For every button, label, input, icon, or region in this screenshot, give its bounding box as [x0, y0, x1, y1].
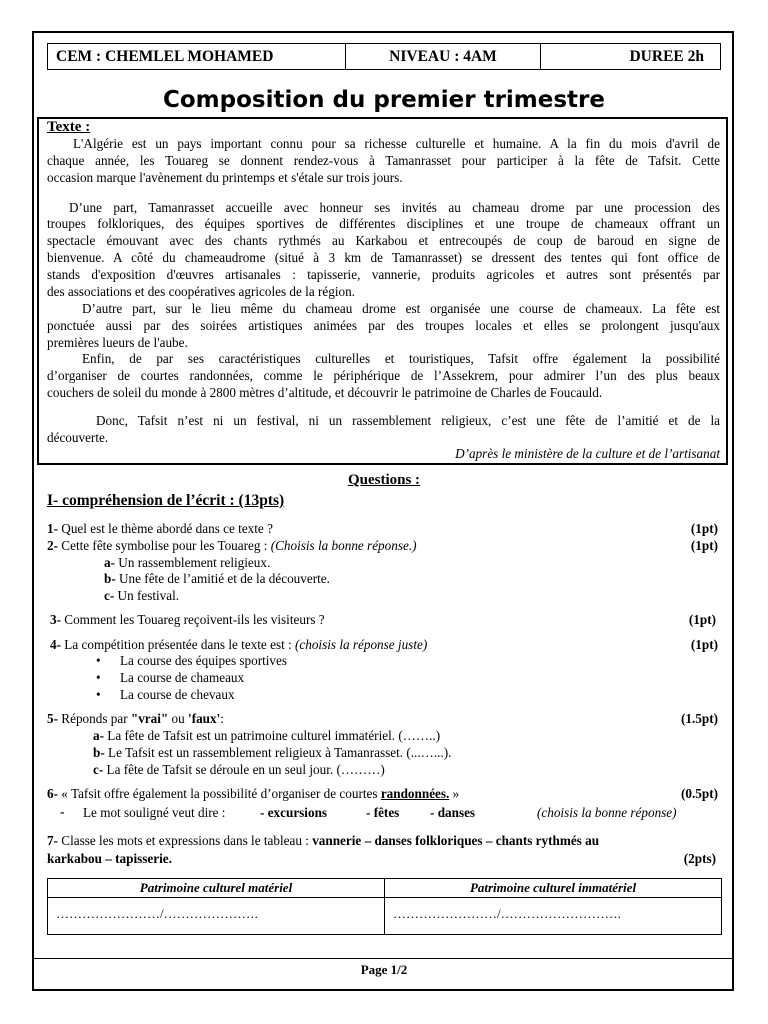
words-list: karkabou – tapisserie. [47, 851, 172, 866]
question-4 [50, 637, 427, 653]
points: (0.5pt) [681, 786, 718, 801]
text-line: premières lueurs de l'aube. [47, 335, 188, 350]
choice-option: - danses [430, 805, 476, 820]
underlined-word: randonnées. [380, 786, 450, 801]
statement [93, 728, 440, 744]
statement [93, 745, 451, 761]
bullet-option: • La course de chevaux [120, 687, 235, 703]
text-line: troupes folkloriques, des équipes sportives de différentes disciplines et une troupe de chameaux offrant un [47, 216, 720, 231]
text-line: stands d'exposition d'œuvres artisanales : tapisserie, vannerie, produits agricoles et autres sont présentés par [47, 267, 720, 282]
question-number: 4- [50, 637, 61, 652]
statement-text: La fête de Tafsit se déroule en un seul jour. (………) [103, 762, 385, 777]
text-line: Donc, Tafsit n’est ni un festival, ni un rassemblement religieux, c’est une fête de l’amitié et de la [96, 413, 720, 428]
question-text: La compétition présentée dans le texte est : [61, 637, 295, 652]
question-text: Cette fête symbolise pour les Touareg : [58, 538, 271, 553]
points: (2pts) [683, 851, 716, 866]
classification-table [47, 878, 722, 935]
statement [93, 762, 385, 778]
question-7 [47, 833, 599, 849]
text-line: couchers de soleil du monde à 2800 mètres d’altitude, et découvrir le patrimoine de Charles de Foucauld. [47, 385, 603, 400]
statement-text: Le Tafsit est un rassemblement religieux à Tamanrasset. (...…...). [104, 745, 452, 760]
option [104, 571, 330, 587]
level: NIVEAU : 4AM [346, 44, 541, 69]
text-line: spectacle émouvant avec des chants rythmés au Karkabou et entrecoupés de coup de baroud en signe de [47, 233, 720, 248]
option [104, 588, 179, 604]
option-text: Un festival. [114, 588, 180, 603]
option-letter: a- [104, 555, 115, 570]
text-line: bienvenue. A côté du chameaudrome (situé à 3 km de Tamanrasset) se dressent des tentes qui font office de [47, 250, 720, 265]
question-text: ou [168, 711, 189, 726]
points: (1pt) [690, 637, 718, 652]
question-text: « Tafsit offre également la possibilité d’organiser de courtes [58, 786, 381, 801]
points: (1pt) [690, 538, 718, 553]
question-hint: (choisis la bonne réponse) [537, 805, 677, 820]
table-header: Patrimoine culturel immatériel [385, 879, 721, 898]
text-line: d’organiser de courtes randonnées, comme le périphérique de l’Assekrem, pour admirer l’un des plus beaux [47, 368, 720, 383]
text-label: Texte : [47, 119, 91, 135]
question-number: 6- [47, 786, 58, 801]
text-line: Enfin, de par ses caractéristiques culturelles et touristiques, Tafsit offre également la possibilité [82, 351, 720, 366]
option-text: Un rassemblement religieux. [115, 555, 271, 570]
option-text: Une fête de l’amitié et de la découverte. [115, 571, 330, 586]
question-hint: (Choisis la bonne réponse.) [270, 538, 417, 553]
dash: - [60, 804, 65, 819]
table-cell[interactable]: ……………………/………………………. [393, 906, 621, 921]
table-cell[interactable]: ……………………/…………………. [48, 898, 385, 934]
text-line: occasion marque l'avènement du printemps et s'étale sur trois jours. [47, 170, 403, 185]
question-number: 5- [47, 711, 58, 726]
duration: DUREE 2h [629, 47, 704, 65]
question-text: Comment les Touareg reçoivent-ils les visiteurs ? [61, 612, 325, 627]
sub-question: Le mot souligné veut dire : [83, 805, 226, 820]
question-number: 3- [50, 612, 61, 627]
question-number: 1- [47, 521, 58, 536]
question-text: Quel est le thème abordé dans ce texte ? [58, 521, 273, 536]
keyword-vrai: "vrai" [130, 711, 169, 726]
text-line: L'Algérie est un pays important connu pour sa richesse culturelle et humaine. A la fin du mois d'avril de [73, 136, 720, 151]
statement-letter: c- [93, 762, 104, 777]
choice-option: - fêtes [366, 805, 400, 820]
option-letter: c- [104, 588, 115, 603]
keyword-faux: 'faux' [188, 711, 221, 726]
header-table [47, 43, 721, 70]
question-3 [50, 612, 325, 628]
question-hint: (choisis la réponse juste) [295, 637, 428, 652]
text-line: découverte. [47, 430, 109, 445]
text-line: ponctuée aussi par des soirées artistiques animées par des troupes locales et elles se prolongent jusqu'aux [47, 318, 720, 333]
table-header: Patrimoine culturel matériel [48, 879, 385, 898]
text-line: D’autre part, sur le lieu même du chameau drome est organisée une course de chameaux. La fête est [82, 301, 720, 316]
text-line: chaque année, les Touareg se donnent rendez-vous à Tamanrasset pour participer à la fête de Tafsit. Cette [47, 153, 720, 168]
text-line: D’une part, Tamanrasset accueille avec honneur ses invités au chameau drome par une procession des [69, 200, 720, 215]
statement-letter: b- [93, 745, 105, 760]
question-1 [47, 521, 273, 537]
option-letter: b- [104, 571, 116, 586]
words-list: vannerie – danses folkloriques – chants rythmés au [312, 833, 600, 848]
statement-text: La fête de Tafsit est un patrimoine culturel immatériel. (……..) [104, 728, 441, 743]
question-number: 2- [47, 538, 58, 553]
question-text: : [220, 711, 224, 726]
section-heading: I- compréhension de l’écrit : (13pts) [47, 492, 285, 509]
bullet-option: • La course des équipes sportives [120, 653, 287, 669]
text-source: D’après le ministère de la culture et de l’artisanat [455, 446, 720, 461]
question-text: Réponds par [58, 711, 131, 726]
option [104, 555, 270, 571]
points: (1pt) [690, 521, 718, 536]
points: (1.5pt) [681, 711, 718, 726]
question-text: Classe les mots et expressions dans le tableau : [58, 833, 313, 848]
questions-heading: Questions : [347, 472, 421, 488]
points: (1pt) [688, 612, 716, 627]
text-line: des associations et des coopératives agricoles de la région. [47, 284, 355, 299]
choice-option: - excursions [260, 805, 328, 820]
page-title: Composition du premier trimestre [162, 87, 605, 113]
question-number: 7- [47, 833, 58, 848]
question-2 [47, 538, 417, 554]
bullet-option: • La course de chameaux [120, 670, 244, 686]
question-6 [47, 786, 459, 802]
statement-letter: a- [93, 728, 104, 743]
footer-divider [33, 958, 733, 959]
question-text: » [449, 786, 460, 801]
page-number: Page 1/2 [360, 962, 408, 977]
school-name: CEM : CHEMLEL MOHAMED [48, 44, 346, 69]
question-5 [47, 711, 224, 727]
